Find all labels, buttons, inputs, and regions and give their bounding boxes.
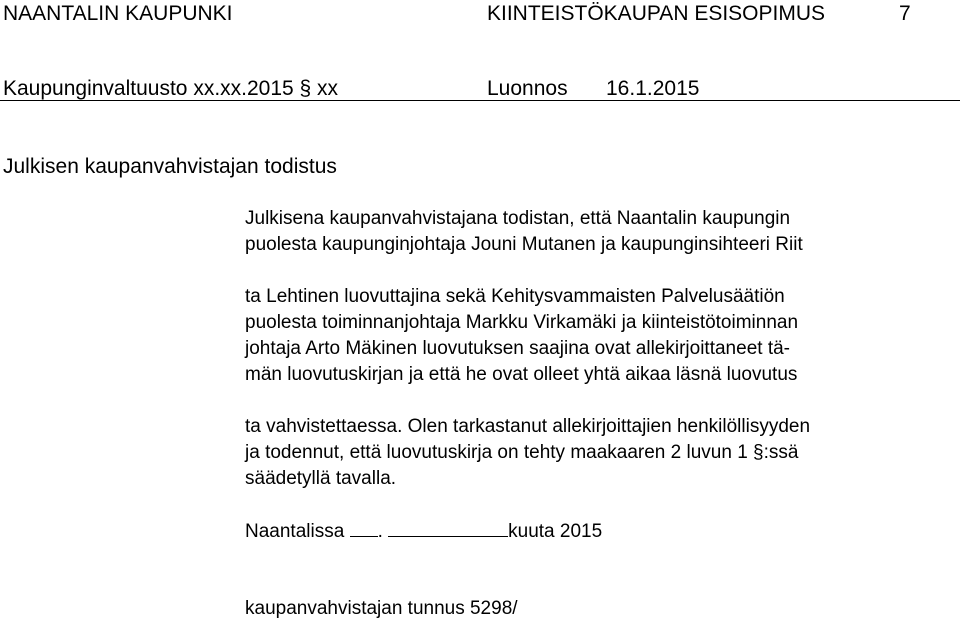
month-blank: [388, 518, 508, 537]
document-title: KIINTEISTÖKAUPAN ESISOPIMUS: [487, 2, 826, 25]
certificate-line-4: puolesta toiminnanjohtaja Markku Virkamäki ja kiinteistötoiminnan: [245, 312, 799, 333]
header-row-bottom: [0, 76, 960, 102]
notary-id: kaupanvahvistajan tunnus 5298/: [245, 598, 518, 619]
header-divider: [0, 100, 960, 101]
month-suffix: kuuta 2015: [508, 521, 603, 542]
certificate-line-6: män luovutuskirjan ja että he ovat olleet yhtä aikaa läsnä luovutus: [245, 364, 798, 385]
council-reference: Kaupunginvaltuusto xx.xx.2015 § xx: [3, 77, 339, 100]
draft-date: 16.1.2015: [606, 77, 700, 100]
certificate-line-2: puolesta kaupunginjohtaja Jouni Mutanen ja kaupunginsihteeri Riit: [245, 234, 803, 255]
section-title: Julkisen kaupanvahvistajan todistus: [3, 155, 337, 178]
day-separator: .: [377, 521, 383, 542]
page-number: 7: [899, 2, 911, 25]
draft-label: Luonnos: [487, 77, 568, 100]
certificate-line-3: ta Lehtinen luovuttajina sekä Kehitysvammaisten Palvelusäätiön: [245, 286, 785, 307]
certificate-line-9: säädetyllä tavalla.: [245, 468, 397, 489]
certificate-line-8: ja todennut, että luovutuskirja on tehty maakaaren 2 luvun 1 §:ssä: [245, 442, 799, 463]
organization-name: NAANTALIN KAUPUNKI: [3, 2, 233, 25]
certificate-line-7: ta vahvistettaessa. Olen tarkastanut allekirjoittajien henkilöllisyyden: [245, 416, 811, 437]
certificate-line-5: johtaja Arto Mäkinen luovutuksen saajina ovat allekirjoittaneet tä-: [245, 338, 790, 359]
signature-place: Naantalissa: [245, 521, 345, 542]
header-row-top: [0, 1, 960, 27]
signature-place-date: [245, 518, 602, 545]
certificate-line-1: Julkisena kaupanvahvistajana todistan, että Naantalin kaupungin: [245, 208, 791, 229]
day-blank: [350, 518, 378, 537]
